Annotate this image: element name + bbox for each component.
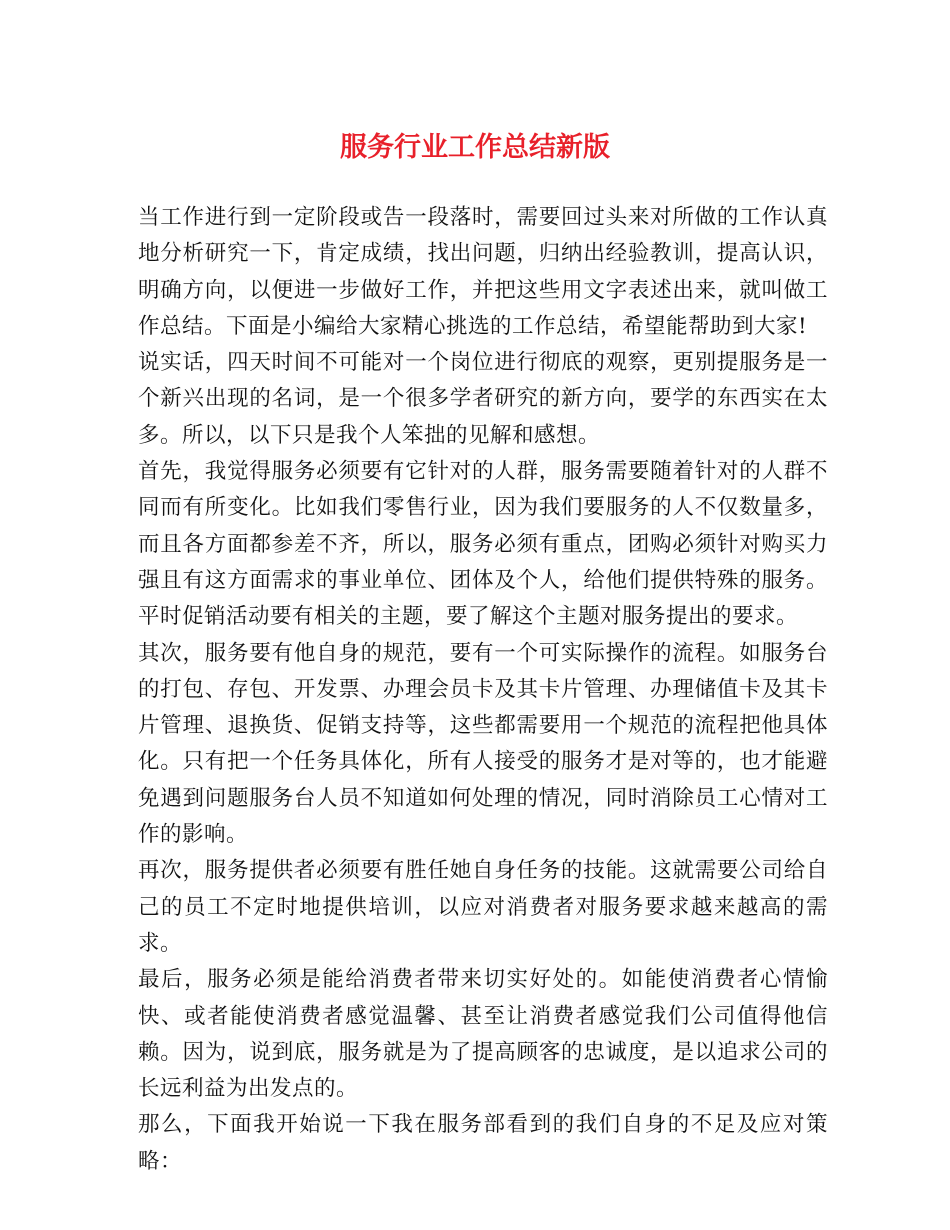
paragraph-intro: 当工作进行到一定阶段或告一段落时，需要回过头来对所做的工作认真地分析研究一下，肯定成绩，找出问题，归纳出经验教训，提高认识，明确方向，以便进一步做好工作，并把这些用文字表述出来，就叫做工作总结。下面是小编给大家精心挑选的工作总结，希望能帮助到大家! [138, 205, 828, 339]
paragraph-last: 最后，服务必须是能给消费者带来切实好处的。如能使消费者心情愉快、或者能使消费者感觉温馨、甚至让消费者感觉我们公司值得他信赖。因为，说到底，服务就是为了提高顾客的忠诚度，是以追求公司的长远利益为出发点的。 [138, 967, 828, 1102]
document-body [138, 200, 828, 1180]
document-title: 服务行业工作总结新版 [340, 132, 610, 163]
paragraph-third: 再次，服务提供者必须要有胜任她自身任务的技能。这就需要公司给自己的员工不定时地提供培训，以应对消费者对服务要求越来越高的需求。 [138, 858, 828, 956]
paragraph-first: 首先，我觉得服务必须要有它针对的人群，服务需要随着针对的人群不同而有所变化。比如我们零售行业，因为我们要服务的人不仅数量多，而且各方面都参差不齐，所以，服务必须有重点，团购必须针对购买力强且有这方面需求的事业单位、团体及个人，给他们提供特殊的服务。平时促销活动要有相关的主题，要了解这个主题对服务提出的要求。 [138, 459, 828, 630]
paragraph-strategy: 那么，下面我开始说一下我在服务部看到的我们自身的不足及应对策略： [138, 1112, 828, 1174]
paragraph-second: 其次，服务要有他自身的规范，要有一个可实际操作的流程。如服务台的打包、存包、开发票、办理会员卡及其卡片管理、办理储值卡及其卡片管理、退换货、促销支持等，这些都需要用一个规范的流程把他具体化。只有把一个任务具体化，所有人接受的服务才是对等的，也才能避免遇到问题服务台人员不知道如何处理的情况，同时消除员工心情对工作的影响。 [138, 640, 828, 848]
paragraph-honest-remark: 说实话，四天时间不可能对一个岗位进行彻底的观察，更别提服务是一个新兴出现的名词，是一个很多学者研究的新方向，要学的东西实在太多。所以，以下只是我个人笨拙的见解和感想。 [138, 350, 828, 448]
